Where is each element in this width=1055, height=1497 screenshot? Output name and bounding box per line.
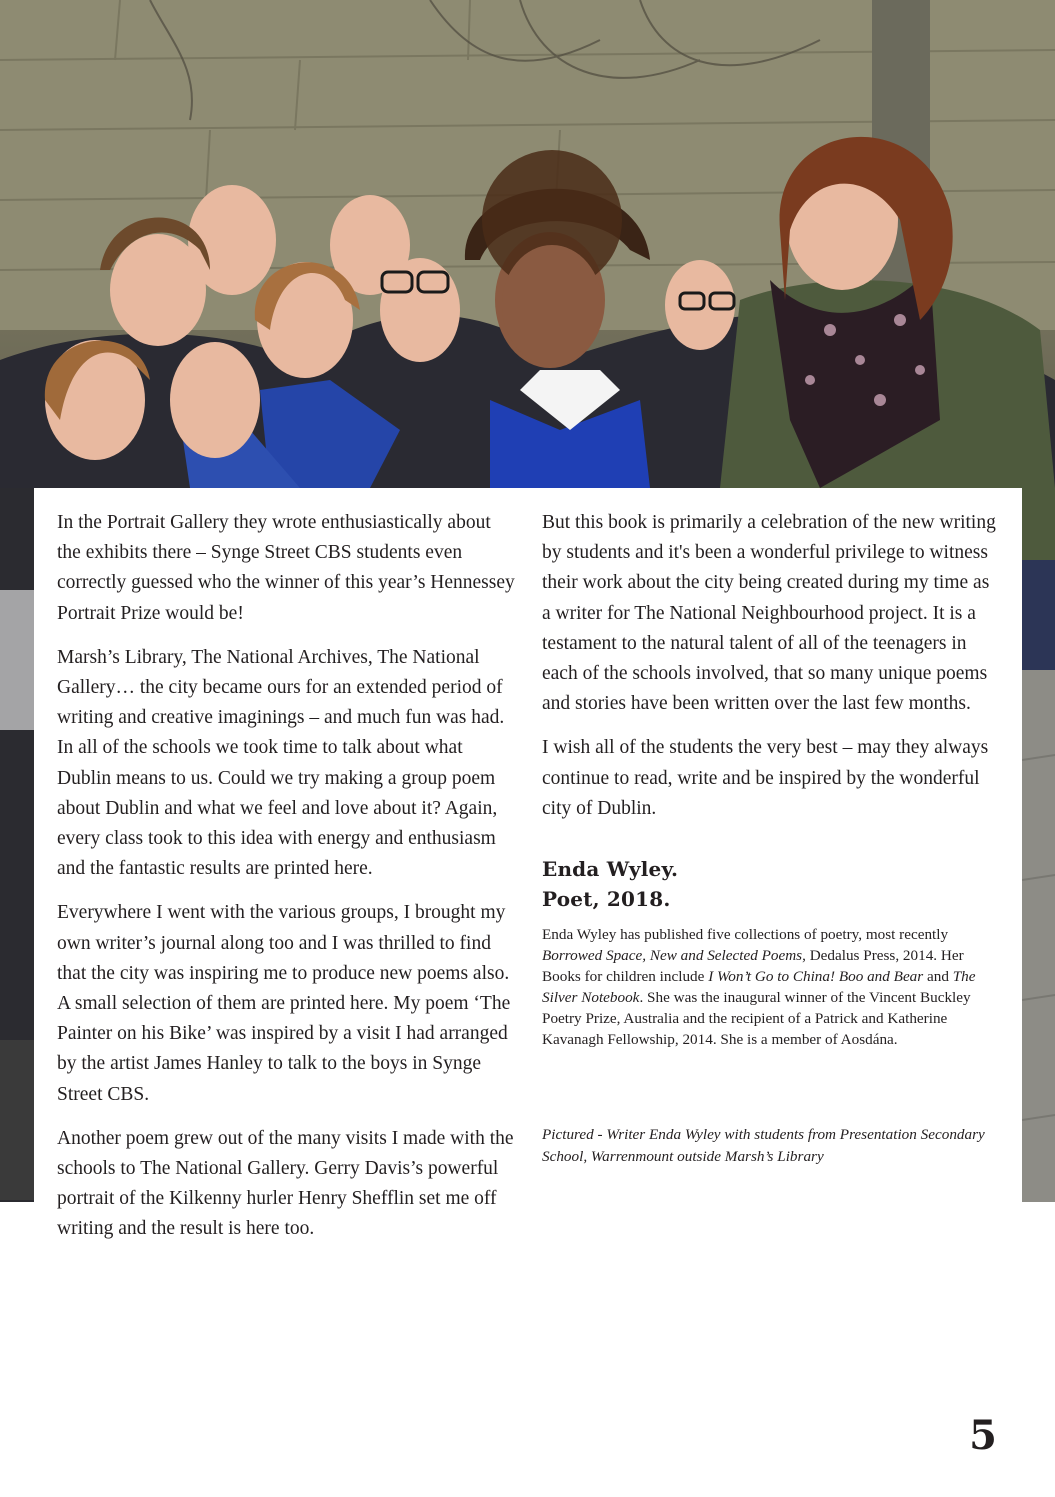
left-paragraph-4: Another poem grew out of the many visits I made with the schools to The National Gallery. Gerry Davis’s powerful portrait of the Kilkenny hurler Henry Shefflin set me off writing and the result is here too.: [57, 1127, 514, 1240]
bio-text-3: and: [923, 968, 953, 986]
photo-caption: Pictured - Writer Enda Wyley with students from Presentation Secondary School, Warrenmount outside Marsh’s Library: [542, 1126, 985, 1166]
left-paragraph-1: In the Portrait Gallery they wrote enthusiastically about the exhibits there – Synge Street CBS students even correctly guessed who the winner of this year’s Hennessey Portrait Prize would be!: [57, 512, 515, 624]
signature-role: Poet, 2018.: [542, 887, 671, 912]
bio-text-2: , Dedalus Press, 2014. Her Books for children include: [542, 947, 964, 986]
author-bio: [542, 924, 1002, 1050]
left-column: [57, 508, 519, 1259]
signature: [542, 854, 1002, 914]
page-number: 5: [969, 1412, 997, 1459]
bio-text-4: . She was the inaugural winner of the Vincent Buckley Poetry Prize, Australia and the recipient of a Patrick and Katherine Kavanagh Fellowship, 2014. She is a member of Aosdána.: [542, 989, 971, 1049]
bio-title-3: The Silver Notebook: [542, 968, 976, 1007]
left-paragraph-2: Marsh’s Library, The National Archives, The National Gallery… the city became ours for an extended period of writing and creative imaginings – and much fun was had. In all of the schools we took time to talk about what Dublin means to us. Could we try making a group poem about Dublin and what we feel and love about it? Again, every class took to this idea with energy and enthusiasm and the fantastic results are printed here.: [57, 646, 505, 880]
right-paragraph-1: But this book is primarily a celebration of the new writing by students and it's been a wonderful privilege to witness their work about the city being created during my time as a writer for The National Neighbourhood project. It is a testament to the natural talent of all of the teenagers in each of the schools involved, that so many unique poems and stories have been written over the last few months.: [542, 512, 996, 715]
bio-text-1: Enda Wyley has published five collections of poetry, most recently: [542, 926, 949, 944]
right-column: [542, 508, 1002, 1168]
bio-title-1: Borrowed Space, New and Selected Poems: [542, 947, 803, 965]
right-paragraph-2: I wish all of the students the very best – may they always continue to read, write and be inspired by the wonderful city of Dublin.: [542, 737, 989, 819]
left-paragraph-3: Everywhere I went with the various groups, I brought my own writer’s journal along too and I was thrilled to find that the city was inspiring me to produce new poems also. A small selection of them are printed here. My poem ‘The Painter on his Bike’ was inspired by a visit I had arranged by the artist James Hanley to talk to the boys in Synge Street CBS.: [57, 902, 511, 1105]
bio-title-2: I Won’t Go to China! Boo and Bear: [708, 968, 924, 986]
signature-name: Enda Wyley.: [542, 857, 679, 882]
article-panel: [34, 488, 1022, 1497]
